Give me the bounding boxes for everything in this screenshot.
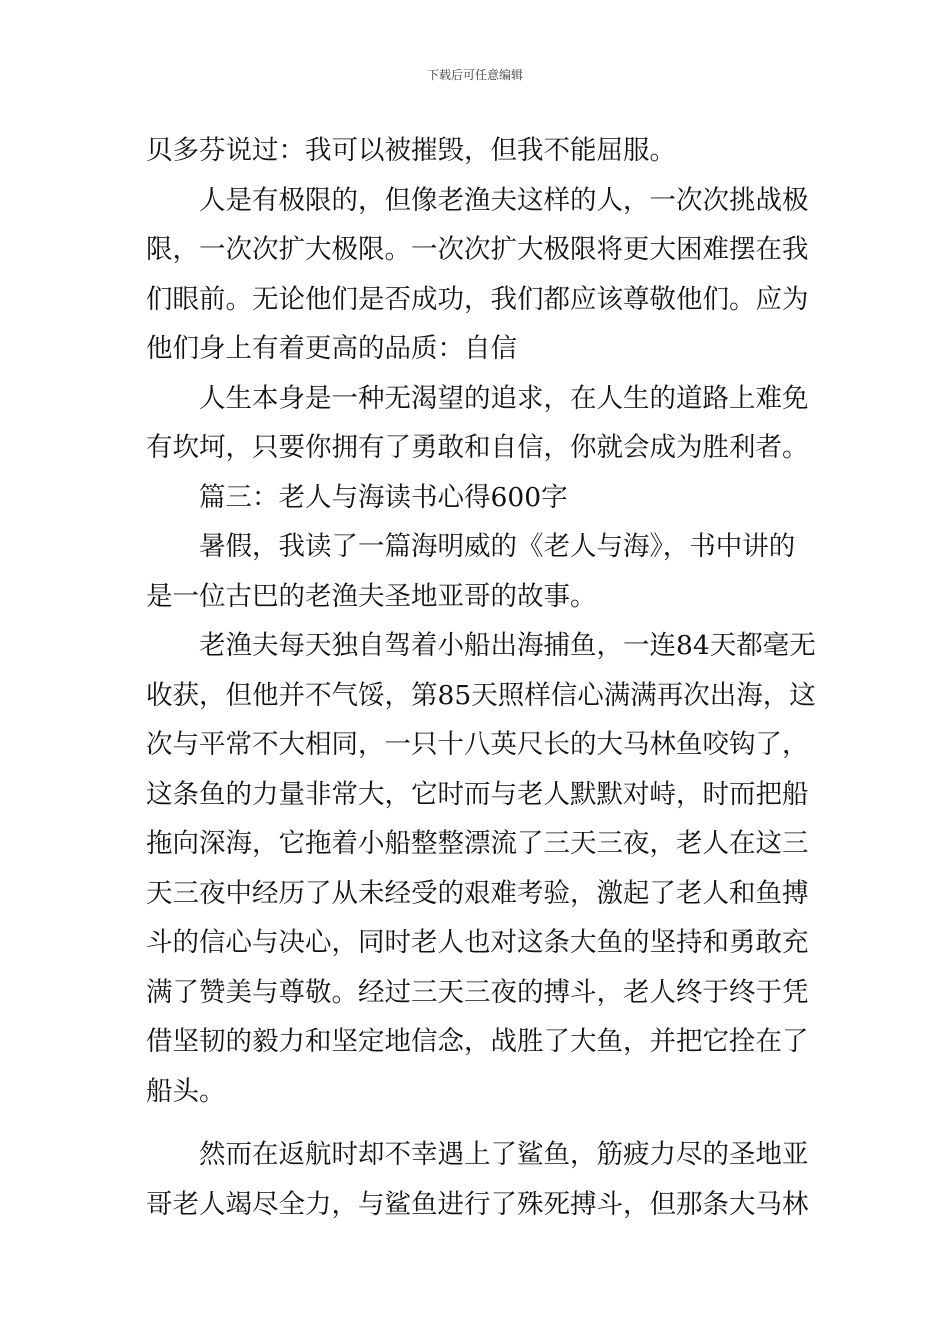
section-heading: 篇三：老人与海读书心得600字	[199, 481, 568, 513]
document-body	[146, 126, 816, 1229]
paragraph-limits: 人是有极限的，但像老渔夫这样的人，一次次挑战极限，一次次扩大极限。一次次扩大极限将更大困难摆在我们眼前。无论他们是否成功，我们都应该尊敬他们。应为他们身上有着更高的品质：自信	[146, 184, 809, 364]
paragraph-sharks: 然而在返航时却不幸遇上了鲨鱼，筋疲力尽的圣地亚哥老人竭尽全力，与鲨鱼进行了殊死搏斗，但那条大马林	[146, 1139, 809, 1220]
paragraph-old-fisherman: 老渔夫每天独自驾着小船出海捕鱼，一连84天都毫无收获，但他并不气馁，第85天照样信心满满再次出海，这次与平常不大相同，一只十八英尺长的大马林鱼咬钩了，这条鱼的力量非常大，它时而与老人默默对峙，时而把船拖向深海，它拖着小船整整漂流了三天三夜，老人在这三天三夜中经历了从未经受的艰难考验，激起了老人和鱼搏斗的信心与决心，同时老人也对这条大鱼的坚持和勇敢充满了赞美与尊敬。经过三天三夜的搏斗，老人终于终于凭借坚韧的毅力和坚定地信念，战胜了大鱼，并把它拴在了船头。	[146, 630, 816, 1107]
paragraph-beethoven-quote: 贝多芬说过：我可以被摧毁，但我不能屈服。	[146, 135, 676, 166]
paragraph-life-pursuit: 人生本身是一种无渴望的追求，在人生的道路上难免有坎坷，只要你拥有了勇敢和自信，你就会成为胜利者。	[146, 382, 809, 463]
paragraph-summer-reading: 暑假，我读了一篇海明威的《老人与海》，书中讲的是一位古巴的老渔夫圣地亚哥的故事。	[146, 531, 796, 612]
page-header-note: 下载后可任意编辑	[426, 68, 523, 82]
